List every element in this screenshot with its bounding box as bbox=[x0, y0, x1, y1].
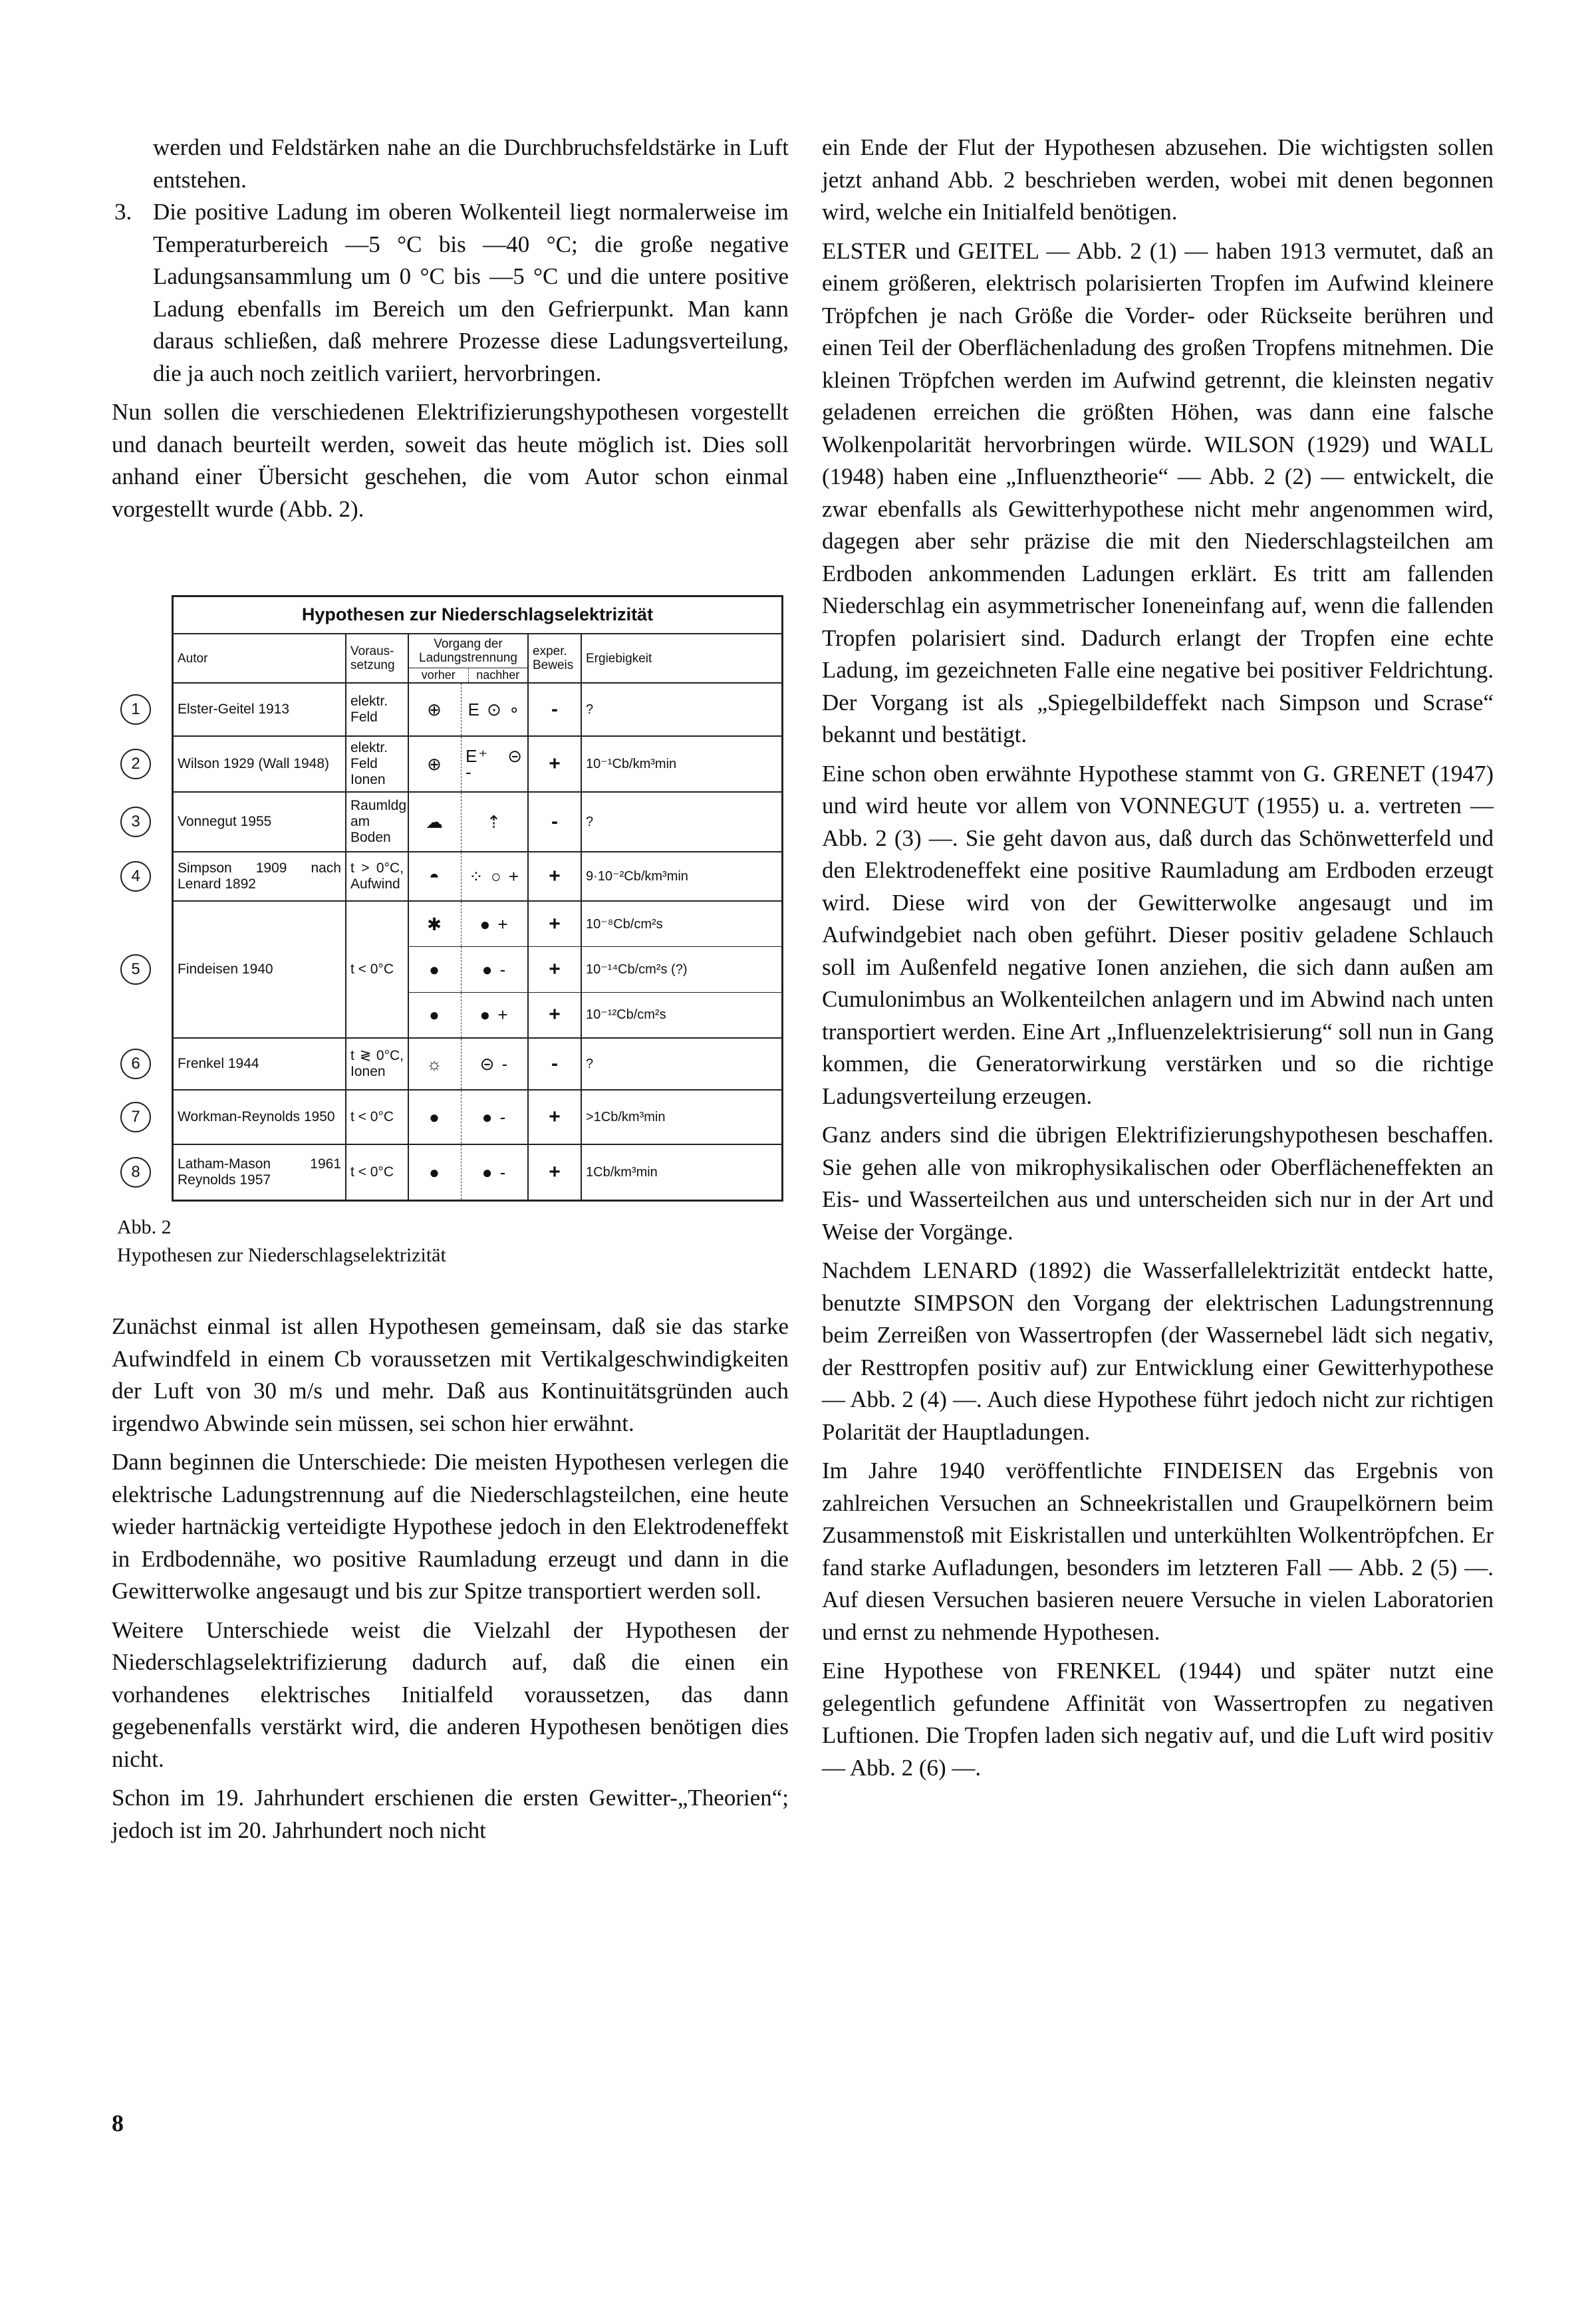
row-experimental-proof: + bbox=[527, 1145, 581, 1200]
header-process bbox=[408, 634, 527, 682]
row-yield: ? bbox=[581, 684, 781, 735]
process-before-symbol: ● bbox=[408, 1091, 461, 1144]
process-before-symbol: ● bbox=[408, 947, 461, 991]
paragraph: Im Jahre 1940 veröffentlichte FINDEISEN das Ergebnis von zahlreichen Versuchen an Schneekristallen und Graupelkörnern beim Zusammenstoß mit Eiskristallen und unterkühlten Wolkentröpfchen. Er fand starke Aufladungen, besonders im letzteren Fall — Abb. 2 (5) —. Auf diesen Versuchen basieren neuere Versuche in vielen Laboratorien und ernst zu nehmende Hypothesen. bbox=[822, 1458, 1494, 1645]
figure-caption bbox=[117, 1214, 782, 1269]
process-before-symbol: ⊕ bbox=[408, 737, 461, 791]
row-experimental-proof: + bbox=[527, 1091, 581, 1144]
process-after-symbol: ⇡ bbox=[461, 793, 527, 851]
paragraph: Nachdem LENARD (1892) die Wasserfallelektrizität entdeckt hatte, benutzte SIMPSON den Vorgang der elektrischen Ladungstrennung beim Zerreißen von Wassertropfen (der Wassernebel lädt sich negativ, der Resttropfen positiv auf) zur Entwicklung einer Gewitterhypothese — Abb. 2 (4) —. Auch diese Hypothese führt jedoch nicht zur richtigen Polarität der Hauptladungen. bbox=[822, 1257, 1494, 1445]
list-item-continued: werden und Feldstärken nahe an die Durchbruchsfeldstärke in Luft entstehen. bbox=[153, 134, 789, 193]
subrows bbox=[408, 902, 781, 1037]
row-prerequisite: t < 0°C bbox=[345, 1145, 408, 1200]
row-experimental-proof: - bbox=[527, 684, 581, 735]
row-experimental-proof: + bbox=[527, 852, 581, 900]
process-after-symbol: ● + bbox=[461, 993, 527, 1037]
paragraph: Eine Hypothese von FRENKEL (1944) und später nutzt eine gelegentlich gefundene Affinität von Wassertropfen zu negativen Luftionen. Die Tropfen laden sich negativ auf, und die Luft wird positiv — Abb. 2 (6) —. bbox=[822, 1658, 1494, 1781]
row-prerequisite: t ≷ 0°C, Ionen bbox=[345, 1039, 408, 1089]
row-experimental-proof: + bbox=[527, 902, 581, 946]
paragraph: ELSTER und GEITEL — Abb. 2 (1) — haben 1913 vermutet, daß an einem größeren, elektrisch polarisierten Tropfen im Aufwind kleinere Tröpfchen je nach Größe die Vorder- oder Rückseite berühren und einen Teil der Oberflächenladung des großen Tropfens mitnehmen. Die kleinen Tröpfchen werden im Aufwind getrennt, die kleinsten negativ geladenen erreichen die größten Höhen, was dann eine falsche Wolkenpolarität hervorbringen würde. WILSON (1929) und WALL (1948) haben eine „Influenztheorie“ — Abb. 2 (2) — entwickelt, die zwar ebenfalls als Gewitterhypothese nicht mehr angenommen wird, dagegen aber sehr präzise die mit den Niederschlagsteilchen am Erdboden ankommenden Ladungen erklärt. Es tritt am fallenden Niederschlag ein asymmetrischer Ioneneinfang auf, wenn die fallenden Tropfen polarisiert sind. Dadurch erlangt der Tropfen eine echte Ladung, im gezeichneten Falle eine negative bei positiver Feldrichtung. Der Vorgang ist als „Spiegelbildeffekt nach Simpson und Scrase“ bekannt und bestätigt. bbox=[822, 237, 1494, 747]
row-yield: 1Cb/km³min bbox=[581, 1145, 781, 1200]
list-item-3 bbox=[112, 196, 789, 390]
paragraph: Ganz anders sind die übrigen Elektrifizierungshypothesen beschaffen. Sie gehen alle von mikrophysikalischen oder Oberflächeneffekten an Eis- und Wasserteilchen aus und unterscheiden sich nur in der Art und Weise der Vorgänge. bbox=[822, 1122, 1494, 1245]
process-before-symbol: ✱ bbox=[408, 902, 461, 946]
table-row bbox=[131, 1145, 781, 1200]
row-prerequisite: elektr. Feld Ionen bbox=[345, 737, 408, 791]
row-number-badge: 7 bbox=[120, 1102, 151, 1132]
process-before-symbol: ◓ bbox=[408, 852, 461, 900]
process-after-symbol: ⊝ - bbox=[461, 1039, 527, 1089]
header-prerequisite: Voraus-setzung bbox=[345, 634, 408, 682]
row-number-badge: 5 bbox=[120, 954, 151, 985]
list-item-text: Die positive Ladung im oberen Wolkenteil liegt normalerweise im Temperaturbereich —5 °C bis —40 °C; die große negative Ladungsansammlung um 0 °C bis —5 °C und die untere positive Ladung ebenfalls im Bereich um den Gefrierpunkt. Man kann daraus schließen, daß mehrere Prozesse diese Ladungsverteilung, die ja auch noch zeitlich variiert, hervorbringen. bbox=[153, 199, 789, 386]
process-after-symbol: ● - bbox=[461, 1091, 527, 1144]
process-before-symbol: ⊕ bbox=[408, 684, 461, 735]
row-author: Latham-Mason 1961 Reynolds 1957 bbox=[178, 1156, 341, 1188]
row-experimental-proof: + bbox=[527, 993, 581, 1037]
table-row bbox=[131, 793, 781, 852]
row-yield: 9·10⁻²Cb/km³min bbox=[581, 852, 781, 900]
row-experimental-proof: - bbox=[527, 1039, 581, 1089]
process-after-symbol: E ⊙ ∘ bbox=[461, 684, 527, 735]
figure bbox=[117, 595, 782, 1269]
process-before-symbol: ● bbox=[408, 1145, 461, 1200]
row-author: Elster-Geitel 1913 bbox=[178, 702, 290, 717]
row-number-badge: 1 bbox=[120, 694, 151, 725]
row-experimental-proof: + bbox=[527, 737, 581, 791]
table-subrow bbox=[408, 992, 781, 1037]
table-row bbox=[131, 1091, 781, 1145]
header-author: Autor bbox=[178, 651, 208, 666]
row-yield: ? bbox=[581, 793, 781, 851]
row-author: Wilson 1929 (Wall 1948) bbox=[178, 756, 329, 771]
row-author: Findeisen 1940 bbox=[178, 962, 273, 977]
table-row bbox=[131, 902, 781, 1039]
table-header-row bbox=[174, 634, 781, 684]
process-after-symbol: ● + bbox=[461, 902, 527, 946]
row-number-badge: 6 bbox=[120, 1049, 151, 1079]
row-prerequisite: t < 0°C bbox=[345, 1091, 408, 1144]
table-subrow bbox=[408, 946, 781, 991]
row-author: Frenkel 1944 bbox=[178, 1056, 259, 1071]
row-number-badge: 4 bbox=[120, 861, 151, 892]
process-after-symbol: ⁘ ○ + bbox=[461, 852, 527, 900]
row-yield: 10⁻¹²Cb/cm²s bbox=[581, 993, 781, 1037]
header-process-title: Vorgang der Ladungstrennung bbox=[419, 637, 517, 665]
row-yield: 10⁻⁸Cb/cm²s bbox=[581, 902, 781, 946]
row-yield: ? bbox=[581, 1039, 781, 1089]
header-yield: Ergiebigkeit bbox=[581, 634, 781, 682]
row-experimental-proof: + bbox=[527, 947, 581, 991]
table-row bbox=[131, 737, 781, 793]
hypotheses-table bbox=[131, 595, 783, 1202]
row-prerequisite: elektr. Feld bbox=[345, 684, 408, 735]
row-author: Simpson 1909 nach Lenard 1892 bbox=[178, 860, 341, 892]
row-prerequisite: Raumldg. am Boden bbox=[345, 793, 408, 851]
paragraph: Eine schon oben erwähnte Hypothese stammt von G. GRENET (1947) und wird heute vor allem von VONNEGUT (1955) u. a. vertreten — Abb. 2 (3) —. Sie geht davon aus, daß durch das Schönwetterfeld und den Elektrodeneffekt eine positive Raumladung am Erdboden erzeugt wird. Diese wird von der Gewitterwolke angesaugt und im Aufwindgebiet nach oben geführt. Dieser positiv geladene Schlauch soll im Außenfeld negative Ionen anziehen, die sich dann außen am Cumulonimbus an Wolkenteilchen anlagern und im Abwind nach unten transportiert werden. Eine Art „Influenzelektrisierung“ soll nun in Gang kommen, die Generatorwirkung verstärken und so die richtige Ladungsverteilung erzeugen. bbox=[822, 760, 1494, 1109]
process-before-symbol: ● bbox=[408, 993, 461, 1037]
row-number-badge: 2 bbox=[120, 749, 151, 779]
row-prerequisite: t > 0°C, Aufwind bbox=[345, 852, 408, 900]
paragraph: ein Ende der Flut der Hypothesen abzusehen. Die wichtigsten sollen jetzt anhand Abb. 2 beschrieben werden, wobei mit denen begonnen wird, welche ein Initialfeld benötigen. bbox=[822, 134, 1494, 225]
header-before: vorher bbox=[421, 668, 456, 682]
row-yield: 10⁻¹Cb/km³min bbox=[581, 737, 781, 791]
process-after-symbol: ● - bbox=[461, 1145, 527, 1200]
table-body bbox=[131, 684, 781, 1200]
header-experimental: exper. Beweis bbox=[527, 634, 581, 682]
row-experimental-proof: - bbox=[527, 793, 581, 851]
row-prerequisite: t < 0°C bbox=[345, 902, 408, 1037]
page-number: 8 bbox=[112, 2110, 124, 2136]
list-number: 3. bbox=[114, 199, 132, 225]
row-number-badge: 8 bbox=[120, 1157, 151, 1188]
right-column bbox=[822, 132, 1494, 1791]
caption-text: Hypothesen zur Niederschlagselektrizität bbox=[117, 1244, 446, 1266]
process-after-symbol: E⁺ ⊝ - bbox=[461, 737, 527, 791]
header-after: nachher bbox=[468, 668, 528, 682]
row-author: Vonnegut 1955 bbox=[178, 814, 272, 829]
paragraph: Nun sollen die verschiedenen Elektrifizierungshypothesen vorgestellt und danach beurteilt werden, soweit das heute möglich ist. Dies soll anhand einer Übersicht geschehen, die vom Autor schon einmal vorgestellt wurde (Abb. 2). bbox=[112, 399, 789, 522]
paragraph: Weitere Unterschiede weist die Vielzahl der Hypothesen der Niederschlagselektrifizierung dadurch auf, daß die einen ein vorhandenes elektrisches Initialfeld voraussetzen, das dann gegebenenfalls verstärkt wird, die anderen Hypothesen benötigen dies nicht. bbox=[112, 1616, 789, 1772]
row-yield: 10⁻¹⁴Cb/cm²s (?) bbox=[581, 947, 781, 991]
row-author: Workman-Reynolds 1950 bbox=[178, 1109, 335, 1124]
table-row bbox=[131, 852, 781, 902]
table-row bbox=[131, 684, 781, 737]
caption-label: Abb. 2 bbox=[117, 1216, 172, 1238]
paragraph: Schon im 19. Jahrhundert erschienen die ersten Gewitter-„Theorien“; jedoch ist im 20. Jahrhundert noch nicht bbox=[112, 1785, 789, 1843]
left-column bbox=[112, 132, 789, 1853]
table-row bbox=[131, 1039, 781, 1091]
paragraph: Dann beginnen die Unterschiede: Die meisten Hypothesen verlegen die elektrische Ladungstrennung auf die Niederschlagsteilchen, eine heute wieder hartnäckig verteidigte Hypothese jedoch in den Elektrodeneffekt in Erdbodennähe, wo positive Raumladung erzeugt und dann in die Gewitterwolke angesaugt und bis zur Spitze transportiert werden soll. bbox=[112, 1449, 789, 1604]
process-before-symbol: ☁ bbox=[408, 793, 461, 851]
table-subrow bbox=[408, 902, 781, 946]
process-before-symbol: ☼ bbox=[408, 1039, 461, 1089]
row-number-badge: 3 bbox=[120, 807, 151, 837]
process-after-symbol: ● - bbox=[461, 947, 527, 991]
paragraph: Zunächst einmal ist allen Hypothesen gemeinsam, daß sie das starke Aufwindfeld in einem Cb voraussetzen mit Vertikalgeschwindigkeiten der Luft von 30 m/s und mehr. Daß aus Kontinuitätsgründen auch irgendwo Abwinde sein müssen, sei schon hier erwähnt. bbox=[112, 1313, 789, 1436]
figure-title: Hypothesen zur Niederschlagselektrizität bbox=[174, 597, 781, 634]
row-yield: >1Cb/km³min bbox=[581, 1091, 781, 1144]
